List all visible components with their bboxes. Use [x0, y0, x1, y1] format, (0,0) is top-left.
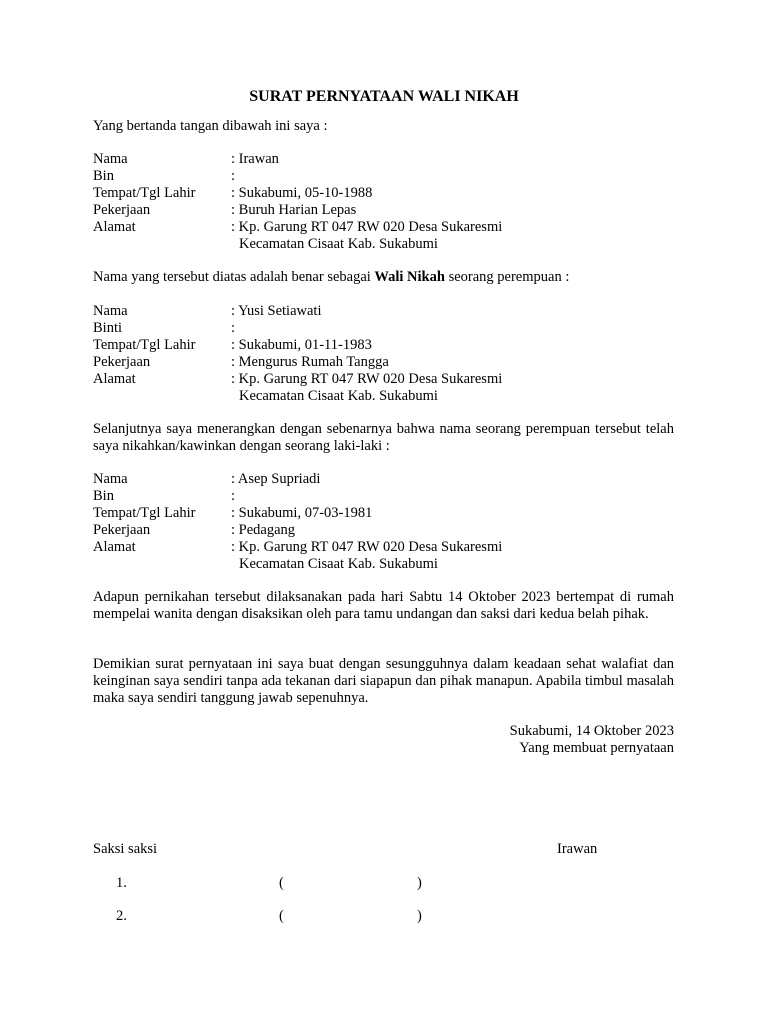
event-paragraph: Adapun pernikahan tersebut dilaksanakan pada hari Sabtu 14 Oktober 2023 bertempat di rumah mempelai wanita dengan disaksikan oleh para tamu undangan dan saksi dari kedua belah pihak. — [93, 589, 674, 622]
wali-statement — [93, 269, 569, 286]
bride-binti-label: Binti — [93, 320, 123, 336]
witness-label: Saksi saksi — [93, 841, 158, 857]
wali-address-label: Alamat — [93, 219, 136, 235]
groom-birth-value: : Sukabumi, 07-03-1981 — [231, 505, 373, 521]
bride-birth-label: Tempat/Tgl Lahir — [93, 337, 196, 353]
closing-paragraph: Demikian surat pernyataan ini saya buat dengan sesungguhnya dalam keadaan sehat walafiat dan keinginan saya sendiri tanpa ada tekanan dari siapapun dan pihak manapun. Apabila timbul masalah maka saya sendiri tanggung jawab sepenuhnya. — [93, 656, 674, 706]
wali-address-value: : Kp. Garung RT 047 RW 020 Desa Sukaresmi — [231, 219, 503, 235]
document-title: SURAT PERNYATAAN WALI NIKAH — [249, 88, 519, 105]
bride-binti-value: : — [231, 320, 236, 336]
wali-bin-value: : — [231, 168, 236, 184]
bride-job-label: Pekerjaan — [93, 354, 151, 370]
wali-birth-value: : Sukabumi, 05-10-1988 — [231, 185, 373, 201]
statement-bold: Wali Nikah — [374, 269, 445, 285]
place-date: Sukabumi, 14 Oktober 2023 — [509, 723, 674, 739]
signer-name: Irawan — [557, 841, 598, 857]
close-paren: ) — [417, 875, 422, 891]
groom-bin-value: : — [231, 488, 236, 504]
wali-address-continuation: Kecamatan Cisaat Kab. Sukabumi — [239, 236, 438, 252]
groom-address-continuation: Kecamatan Cisaat Kab. Sukabumi — [239, 556, 438, 572]
groom-job-label: Pekerjaan — [93, 522, 151, 538]
groom-job-value: : Pedagang — [231, 522, 296, 538]
bride-address-continuation: Kecamatan Cisaat Kab. Sukabumi — [239, 388, 438, 404]
groom-address-value: : Kp. Garung RT 047 RW 020 Desa Sukaresmi — [231, 539, 503, 555]
groom-name-value: : Asep Supriadi — [231, 471, 321, 487]
wali-name-value: : Irawan — [231, 151, 279, 167]
open-paren: ( — [279, 875, 284, 891]
witness-number: 1. — [116, 875, 127, 891]
groom-birth-label: Tempat/Tgl Lahir — [93, 505, 196, 521]
wali-birth-label: Tempat/Tgl Lahir — [93, 185, 196, 201]
groom-name-label: Nama — [93, 471, 128, 487]
bride-address-value: : Kp. Garung RT 047 RW 020 Desa Sukaresmi — [231, 371, 503, 387]
marriage-paragraph: Selanjutnya saya menerangkan dengan sebenarnya bahwa nama seorang perempuan tersebut telah saya nikahkan/kawinkan dengan seorang laki-laki : — [93, 421, 674, 454]
groom-address-label: Alamat — [93, 539, 136, 555]
bride-job-value: : Mengurus Rumah Tangga — [231, 354, 389, 370]
wali-name-label: Nama — [93, 151, 128, 167]
bride-address-label: Alamat — [93, 371, 136, 387]
wali-job-label: Pekerjaan — [93, 202, 151, 218]
close-paren: ) — [417, 908, 422, 924]
open-paren: ( — [279, 908, 284, 924]
statement-text: Nama yang tersebut diatas adalah benar sebagai — [93, 269, 375, 285]
statement-tail: seorang perempuan : — [444, 269, 570, 285]
bride-name-value: : Yusi Setiawati — [231, 303, 322, 319]
wali-bin-label: Bin — [93, 168, 114, 184]
wali-job-value: : Buruh Harian Lepas — [231, 202, 357, 218]
groom-bin-label: Bin — [93, 488, 114, 504]
bride-birth-value: : Sukabumi, 01-11-1983 — [231, 337, 372, 353]
witness-number: 2. — [116, 908, 127, 924]
maker-label: Yang membuat pernyataan — [519, 740, 674, 756]
bride-name-label: Nama — [93, 303, 128, 319]
intro-text: Yang bertanda tangan dibawah ini saya : — [93, 118, 328, 134]
